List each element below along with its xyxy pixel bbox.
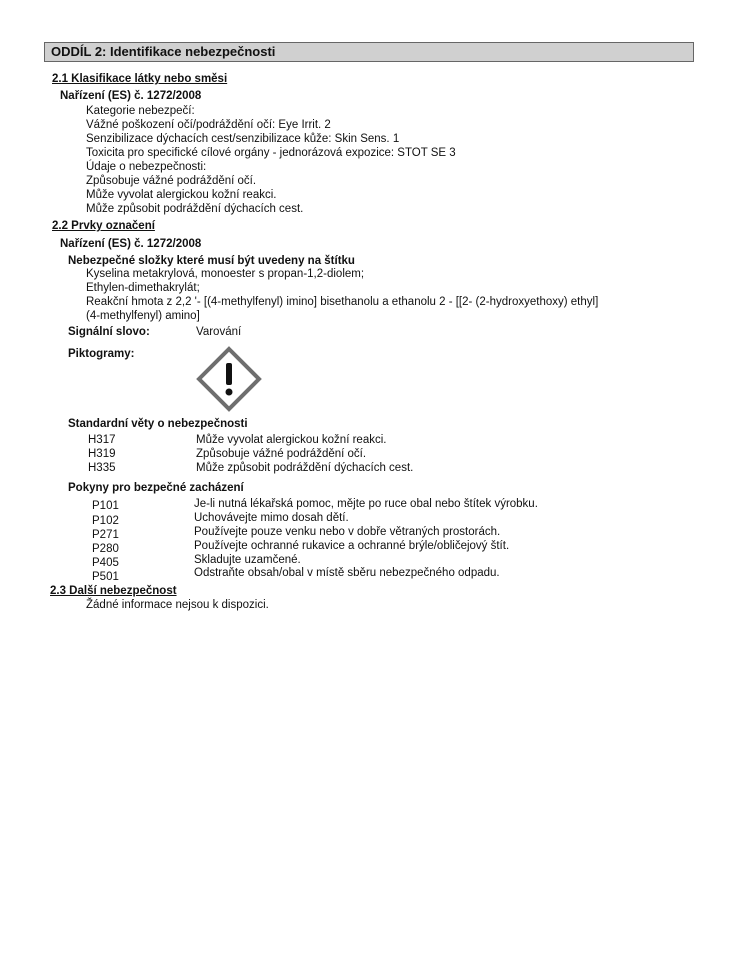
heading-2-1: 2.1 Klasifikace látky nebo směsi bbox=[52, 73, 228, 85]
classification-line: Způsobuje vážné podráždění očí. bbox=[86, 175, 257, 187]
component-line: Ethylen-dimethakrylát; bbox=[86, 282, 200, 294]
p-code: P405 bbox=[92, 557, 119, 569]
exclamation-bar bbox=[226, 363, 232, 385]
p-code: P280 bbox=[92, 543, 119, 555]
h-text: Může způsobit podráždění dýchacích cest. bbox=[196, 462, 414, 474]
p-code: P501 bbox=[92, 571, 119, 583]
regulation-2-1: Nařízení (ES) č. 1272/2008 bbox=[60, 90, 202, 102]
p-text: Používejte ochranné rukavice a ochranné brýle/obličejový štít. bbox=[194, 540, 510, 552]
p-text: Skladujte uzamčené. bbox=[194, 554, 301, 566]
component-line: Reakční hmota z 2,2 '- [(4-methylfenyl) imino] bisethanolu a ethanolu 2 - [[2- (2-hydroxyethoxy) ethyl] bbox=[86, 296, 599, 308]
p-code: P101 bbox=[92, 500, 119, 512]
p-code: P271 bbox=[92, 529, 119, 541]
p-text: Používejte pouze venku nebo v dobře větraných prostorách. bbox=[194, 526, 501, 538]
classification-line: Může vyvolat alergickou kožní reakci. bbox=[86, 189, 277, 201]
p-code: P102 bbox=[92, 515, 119, 527]
p-text: Je-li nutná lékařská pomoc, mějte po ruce obal nebo štítek výrobku. bbox=[194, 498, 538, 510]
components-heading: Nebezpečné složky které musí být uvedeny na štítku bbox=[68, 255, 355, 267]
h-text: Může vyvolat alergickou kožní reakci. bbox=[196, 434, 387, 446]
classification-line: Kategorie nebezpečí: bbox=[86, 105, 195, 117]
heading-2-2: 2.2 Prvky označení bbox=[52, 220, 155, 232]
pictograms-label: Piktogramy: bbox=[68, 348, 135, 360]
p-text: Odstraňte obsah/obal v místě sběru nebezpečného odpadu. bbox=[194, 567, 500, 579]
h-code: H335 bbox=[88, 462, 116, 474]
component-line: (4-methylfenyl) amino] bbox=[86, 310, 200, 322]
other-hazards-text: Žádné informace nejsou k dispozici. bbox=[86, 599, 269, 611]
classification-line: Senzibilizace dýchacích cest/senzibilizace kůže: Skin Sens. 1 bbox=[86, 133, 400, 145]
h-code: H319 bbox=[88, 448, 116, 460]
exclamation-dot bbox=[226, 389, 233, 396]
regulation-2-2: Nařízení (ES) č. 1272/2008 bbox=[60, 238, 202, 250]
classification-line: Vážné poškození očí/podráždění očí: Eye Irrit. 2 bbox=[86, 119, 331, 131]
p-statements-heading: Pokyny pro bezpečné zacházení bbox=[68, 482, 244, 494]
p-text: Uchovávejte mimo dosah dětí. bbox=[194, 512, 349, 524]
h-text: Způsobuje vážné podráždění očí. bbox=[196, 448, 367, 460]
section-title: ODDÍL 2: Identifikace nebezpečnosti bbox=[44, 42, 694, 62]
classification-line: Toxicita pro specifické cílové orgány - jednorázová expozice: STOT SE 3 bbox=[86, 147, 456, 159]
component-line: Kyselina metakrylová, monoester s propan-1,2-diolem; bbox=[86, 268, 365, 280]
classification-line: Může způsobit podráždění dýchacích cest. bbox=[86, 203, 304, 215]
heading-2-3: 2.3 Další nebezpečnost bbox=[50, 585, 177, 597]
h-code: H317 bbox=[88, 434, 116, 446]
exclamation-mark-diamond-icon bbox=[196, 346, 262, 412]
signal-word-value: Varování bbox=[196, 326, 242, 338]
h-statements-heading: Standardní věty o nebezpečnosti bbox=[68, 418, 248, 430]
signal-word-label: Signální slovo: bbox=[68, 326, 150, 338]
classification-line: Údaje o nebezpečnosti: bbox=[86, 161, 207, 173]
